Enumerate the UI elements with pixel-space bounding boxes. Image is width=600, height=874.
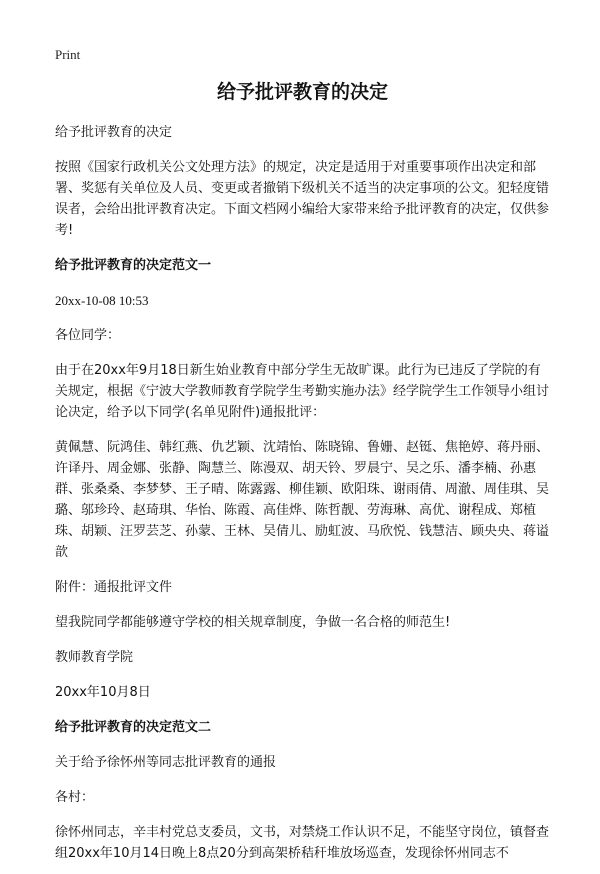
section1-signer: 教师教育学院: [55, 650, 134, 665]
document-body: [55, 80, 550, 874]
section1-closing: 望我院同学都能够遵守学校的相关规章制度，争做一名合格的师范生!: [55, 615, 451, 630]
section1-salutation: 各位同学：: [55, 328, 121, 343]
intro-paragraph: 按照《国家行政机关公文处理方法》的规定，决定是适用于对重要事项作出决定和部署、奖惩有关单位及人员、变更或者撤销下级机关不适当的决定事项的公文。犯轻度错误者，会给出批评教育决定。下面文档网小编给大家带来给予批评教育的决定，仅供参考!: [55, 160, 550, 238]
section1-attachment: 附件：通报批评文件: [55, 580, 173, 595]
document-subtitle: 给予批评教育的决定: [55, 125, 173, 140]
section2-paragraph: 徐怀州同志，辛丰村党总支委员，文书，对禁烧工作认识不足，不能坚守岗位，镇督查组20xx年10月14日晚上8点20分到高架桥秸秆堆放场巡查，发现徐怀州同志不: [55, 825, 550, 861]
section1-names-list: 黄佩慧、阮鸿佳、韩红燕、仇艺颖、沈靖怡、陈晓锦、鲁姗、赵铤、焦艳婷、蒋丹丽、许译丹、周金娜、张静、陶慧兰、陈漫双、胡天铃、罗晨宁、吴之乐、潘李楠、孙惠群、张桑桑、李梦梦、王子晴、陈露露、柳佳颖、欧阳珠、谢雨倩、周澈、周佳琪、吴璐、邬珍玲、赵琦琪、华怡、陈霞、高佳烨、陈哲靓、劳海琳、高优、谢程成、郑植珠、胡颖、汪罗芸芝、孙蒙、王林、吴倩儿、励虹波、马欣悦、钱慧洁、顾央央、蒋谥歆: [55, 440, 550, 560]
section2-heading: 给予批评教育的决定范文二: [55, 720, 212, 735]
section2-subtitle: 关于给予徐怀州等同志批评教育的通报: [55, 755, 277, 770]
section1-date: 20xx年10月8日: [55, 685, 151, 700]
section2-salutation: 各村：: [55, 790, 95, 805]
print-label: Print: [55, 47, 81, 62]
section1-heading: 给予批评教育的决定范文一: [55, 258, 212, 273]
section1-paragraph: 由于在20xx年9月18日新生始业教育中部分学生无故旷课。此行为已违反了学院的有关规定，根据《宁波大学教师教育学院学生考勤实施办法》经学院学生工作领导小组讨论决定，给予以下同学(名单见附件)通报批评：: [55, 363, 550, 420]
section1-datetime: 20xx-10-08 10:53: [55, 293, 149, 308]
document-title: 给予批评教育的决定: [216, 81, 388, 103]
